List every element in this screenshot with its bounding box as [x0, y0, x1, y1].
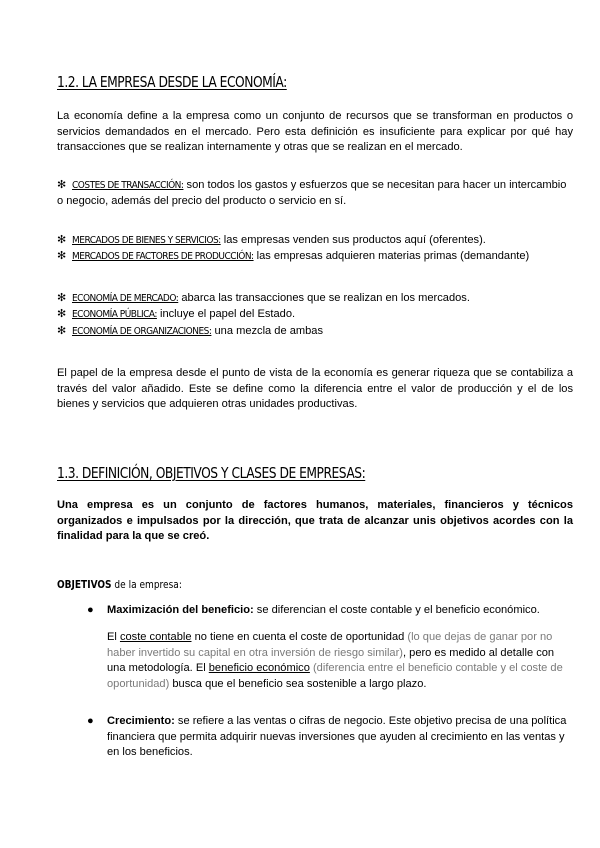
term-definition: una mezcla de ambas — [211, 325, 324, 337]
term-label: MERCADOS DE FACTORES DE PRODUCCIÓN: — [72, 251, 254, 262]
term-definition: abarca las transacciones que se realizan en los mercados. — [178, 292, 470, 304]
bullet-economia-mercado — [57, 291, 577, 307]
section-heading-economia: 1.2. LA EMPRESA DESDE LA ECONOMÍA: — [57, 73, 287, 91]
definition-paragraph: Una empresa es un conjunto de factores humanos, materiales, financieros y técnicos organizados e impulsados por la dirección, que trata de alcanzar unis objetivos acordes con la finalidad para la que se creó. — [57, 499, 573, 543]
item-title: Maximización del beneficio: — [107, 604, 254, 616]
term-definition: las empresas venden sus productos aquí (oferentes). — [220, 234, 486, 246]
bullet-costes-transaccion — [57, 178, 575, 209]
star-bullet-icon: ✻ — [57, 325, 67, 337]
detail-grey-note: (lo que dejas de ganar por no haber invertido su capital en otra inversión de riesgo similar) — [107, 631, 553, 659]
term-definition: las empresas adquieren materias primas (demandante) — [253, 250, 530, 262]
term-label: ECONOMÍA DE MERCADO: — [72, 293, 179, 304]
intro-paragraph: La economía define a la empresa como un conjunto de recursos que se transforman en productos o servicios demandados en el mercado. Pero esta definición es insuficiente para explicar por qué hay transacciones que se realizan internamente y otras que se realizan en el mercado. — [57, 110, 573, 154]
objectives-label-rest: de la empresa: — [111, 578, 182, 591]
term-label: ECONOMÍA PÚBLICA: — [72, 309, 157, 320]
term-label: COSTES DE TRANSACCIÓN: — [72, 180, 184, 191]
bullet-dot-icon: ● — [87, 604, 94, 616]
star-bullet-icon: ✻ — [57, 308, 67, 320]
item-text: se diferencian el coste contable y el beneficio económico. — [253, 604, 540, 616]
detail-text: busca que el beneficio sea sostenible a largo plazo. — [169, 677, 427, 690]
objectives-label-bold: OBJETIVOS — [57, 578, 112, 591]
detail-text: no tiene en cuenta el coste de oportunidad — [191, 631, 408, 643]
term-label: MERCADOS DE BIENES Y SERVICIOS: — [72, 235, 221, 246]
star-bullet-icon: ✻ — [57, 179, 67, 191]
maximizacion-detail — [107, 630, 573, 692]
term-definition: son todos los gastos y esfuerzos que se necesitan para hacer un intercambio o negocio, además del precio del producto o servicio en sí. — [57, 179, 567, 207]
bullet-economia-organizaciones — [57, 324, 577, 340]
detail-text: , pero es medido al detalle con una metodología. El — [107, 646, 555, 675]
closing-paragraph: El papel de la empresa desde el punto de vista de la economía es generar riqueza que se contabiliza a través del valor añadido. Este se define como la diferencia entre el valor de producción y el de los bienes y servicios que adquieren otras unidades productivas. — [57, 367, 573, 411]
bullet-dot-icon: ● — [87, 715, 94, 727]
bullet-mercados-bienes — [57, 233, 577, 249]
star-bullet-icon: ✻ — [57, 234, 67, 246]
bullet-economia-publica — [57, 307, 577, 323]
objectives-label — [57, 578, 182, 591]
item-text: se refiere a las ventas o cifras de negocio. Este objetivo precisa de una política financiera que permita adquirir nuevas inversiones que ayuden al crecimiento en las ventas y en los beneficios. — [107, 715, 567, 759]
section-heading-definicion: 1.3. DEFINICIÓN, OBJETIVOS Y CLASES DE EMPRESAS: — [57, 464, 366, 482]
item-title: Crecimiento: — [107, 715, 175, 727]
term-definition: incluye el papel del Estado. — [156, 308, 296, 320]
detail-text: El — [107, 631, 120, 643]
coste-contable-term: coste contable — [119, 631, 192, 643]
bullet-mercados-factores — [57, 249, 577, 265]
list-item-maximizacion — [87, 603, 573, 619]
list-item-crecimiento — [87, 714, 573, 761]
star-bullet-icon: ✻ — [57, 292, 67, 304]
beneficio-economico-term: beneficio económico — [208, 662, 310, 675]
star-bullet-icon: ✻ — [57, 250, 67, 262]
detail-grey-note: (diferencia entre el beneficio contable y el coste de oportunidad) — [107, 662, 563, 690]
term-label: ECONOMÍA DE ORGANIZACIONES: — [72, 326, 212, 337]
